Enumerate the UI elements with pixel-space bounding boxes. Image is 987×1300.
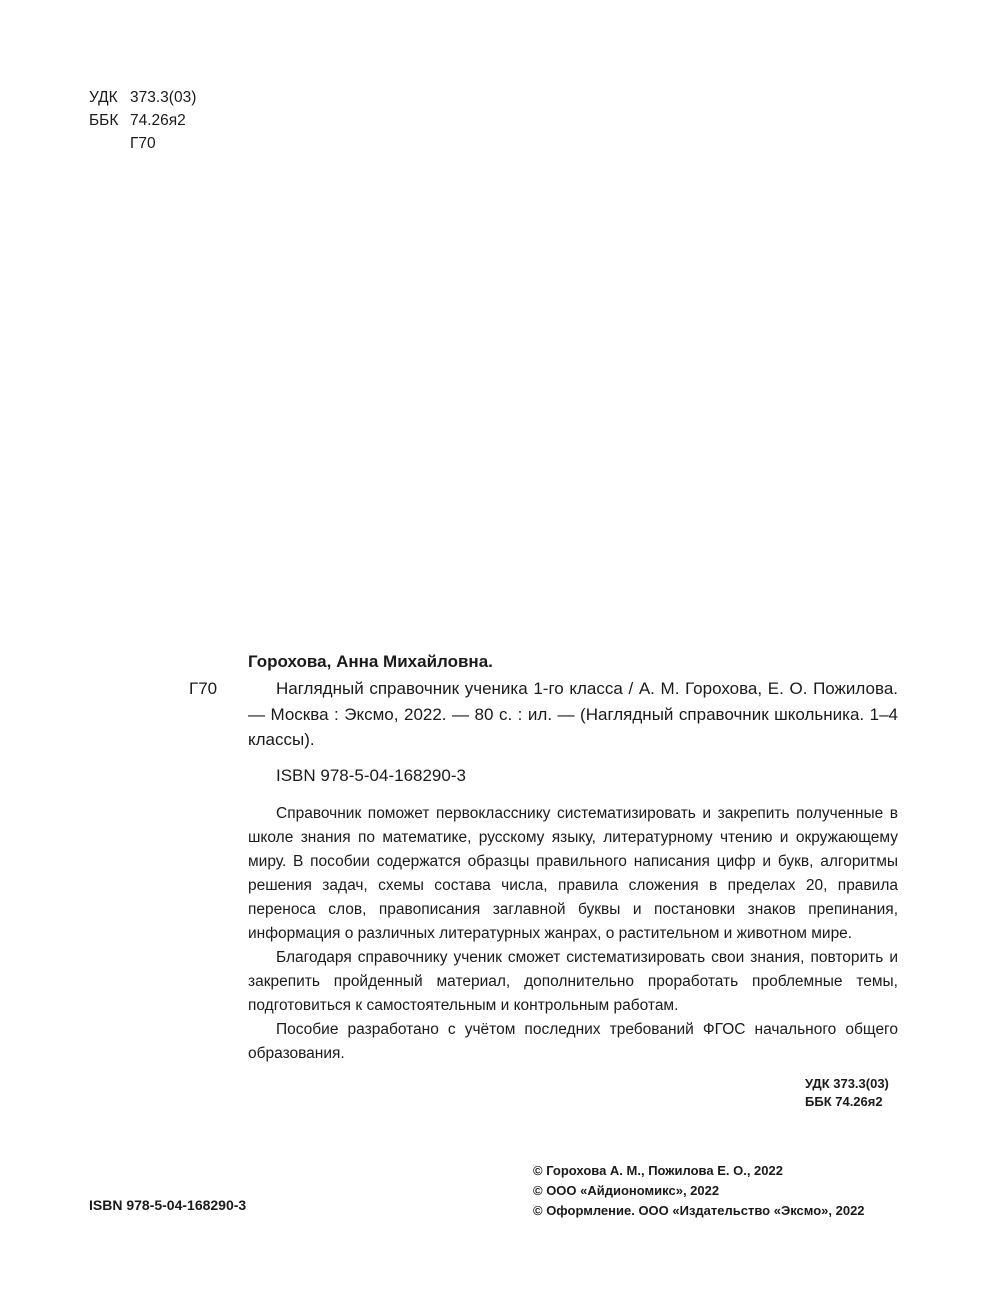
bbk-label: ББК [89, 112, 119, 129]
annotation-paragraph-3: Пособие разработано с учётом последних требований ФГОС начального общего образования. [248, 1021, 898, 1062]
annotation-paragraph-1: Справочник поможет первокласснику систематизировать и закрепить полученные в школе знания по математике, русскому языку, литературному чтению и окружающему миру. В пособии содержатся образцы правильного написания цифр и букв, алгоритмы решения задач, схемы состава числа, правила сложения в пределах 20, правила переноса слов, правописания заглавной буквы и постановки знаков препинания, информация о различных литературных жанрах, о растительном и животном мире. [248, 805, 898, 942]
udk-value: 373.3(03) [130, 89, 197, 106]
author-code-top: Г70 [130, 135, 156, 152]
copyright-line-1: © Горохова А. М., Пожилова Е. О., 2022 [533, 1163, 783, 1178]
bibliographic-description: Наглядный справочник ученика 1-го класса / А. М. Горохова, Е. О. Пожилова. — Москва : Эксмо, 2022. — 80 с. : ил. — (Наглядный справочник школьника. 1–4 классы). [248, 679, 898, 749]
bbk-bottom: ББК 74.26я2 [805, 1094, 883, 1109]
udk-row [89, 86, 196, 109]
annotation [248, 802, 898, 1066]
isbn: ISBN 978-5-04-168290-3 [276, 766, 466, 785]
udk-label: УДК [89, 89, 118, 106]
udk-bottom: УДК 373.3(03) [805, 1076, 889, 1091]
author-code: Г70 [189, 679, 218, 698]
classification-bottom [805, 1075, 889, 1111]
copyright-line-2: © ООО «Айдиономикс», 2022 [533, 1183, 720, 1198]
annotation-paragraph-2: Благодаря справочнику ученик сможет систематизировать свои знания, повторить и закрепить пройденный материал, дополнительно проработать проблемные темы, подготовиться к самостоятельным и контрольным работам. [248, 949, 898, 1014]
copyright-line-3: © Оформление. ООО «Издательство «Эксмо», 2022 [533, 1203, 865, 1218]
author-code-row [89, 132, 156, 155]
isbn-bottom: ISBN 978-5-04-168290-3 [89, 1197, 247, 1213]
bbk-value: 74.26я2 [130, 112, 186, 129]
bbk-row [89, 109, 186, 132]
author-heading: Горохова, Анна Михайловна. [248, 652, 493, 671]
copyright-block [533, 1161, 865, 1221]
